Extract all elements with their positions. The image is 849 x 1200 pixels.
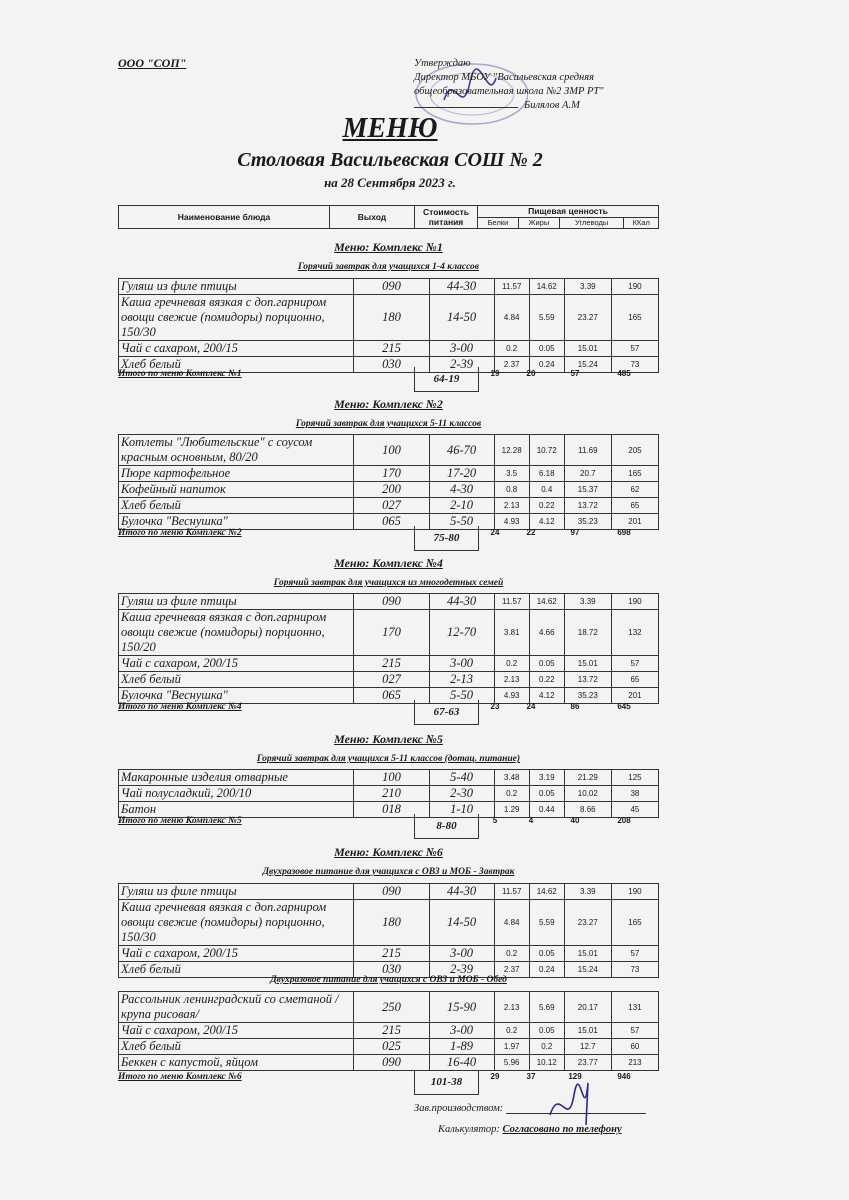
dish-output: 180 (354, 295, 429, 341)
dish-output: 170 (354, 466, 429, 482)
protein-value: 0.2 (494, 786, 529, 802)
fat-value: 5.59 (529, 900, 564, 946)
fat-value: 0.24 (529, 962, 564, 978)
dish-name: Хлеб белый (119, 672, 354, 688)
kcal-value: 57 (611, 946, 658, 962)
fat-value: 0.22 (529, 498, 564, 514)
dish-price: 15-90 (429, 992, 494, 1023)
total-c: 57 (570, 369, 580, 378)
protein-value: 2.13 (494, 498, 529, 514)
dish-output: 100 (354, 770, 429, 786)
protein-value: 3.5 (494, 466, 529, 482)
total-k: 946 (617, 1072, 631, 1081)
dish-output: 090 (354, 884, 429, 900)
dish-name: Гуляш из филе птицы (119, 594, 354, 610)
total-f: 37 (526, 1072, 536, 1081)
total-k: 485 (617, 369, 631, 378)
table-row (119, 435, 659, 466)
protein-value: 1.29 (494, 802, 529, 818)
dish-output: 250 (354, 992, 429, 1023)
dish-name: Каша гречневая вязкая с доп.гарниром овощи свежие (помидоры) порционно, 150/30 (119, 900, 354, 946)
fat-value: 10.72 (529, 435, 564, 466)
complex-title: Меню: Комплекс №2 (334, 397, 443, 411)
dish-output: 215 (354, 656, 429, 672)
dish-output: 210 (354, 786, 429, 802)
dish-output: 027 (354, 672, 429, 688)
approve-line: Утверждаю (414, 58, 471, 69)
col-output: Выход (330, 206, 415, 229)
meal-title: Горячий завтрак для учащихся 5-11 классов (дотац. питание) (256, 754, 521, 764)
protein-value: 2.37 (494, 962, 529, 978)
kcal-value: 165 (611, 900, 658, 946)
total-price: 75-80 (414, 526, 479, 551)
kcal-value: 190 (611, 279, 658, 295)
menu-table (118, 769, 659, 818)
dish-price: 5-50 (429, 688, 494, 704)
total-label: Итого по меню Комплекс №6 (118, 1072, 242, 1082)
fat-value: 5.69 (529, 992, 564, 1023)
protein-value: 12.28 (494, 435, 529, 466)
dish-name: Булочка "Веснушка" (119, 688, 354, 704)
carbs-value: 3.39 (564, 884, 611, 900)
carbs-value: 20.7 (564, 466, 611, 482)
kcal-value: 65 (611, 498, 658, 514)
meal-title: Двухразовое питание для учащихся с ОВЗ и МОБ - Обед (270, 975, 507, 985)
dish-name: Чай с сахаром, 200/15 (119, 1023, 354, 1039)
protein-value: 0.2 (494, 946, 529, 962)
dish-price: 5-40 (429, 770, 494, 786)
protein-value: 11.57 (494, 279, 529, 295)
meal-title: Горячий завтрак для учащихся 1-4 классов (297, 262, 480, 272)
fat-value: 0.05 (529, 946, 564, 962)
total-p: 29 (490, 1072, 500, 1081)
table-row (119, 341, 659, 357)
fat-value: 4.66 (529, 610, 564, 656)
dish-output: 200 (354, 482, 429, 498)
signature-line (414, 107, 518, 108)
table-row (119, 610, 659, 656)
protein-value: 0.2 (494, 341, 529, 357)
complex-title: Меню: Комплекс №4 (334, 556, 443, 570)
carbs-value: 3.39 (564, 594, 611, 610)
menu-date: на 28 Сентября 2023 г. (324, 175, 456, 190)
dish-price: 12-70 (429, 610, 494, 656)
carbs-value: 10.02 (564, 786, 611, 802)
dish-name: Макаронные изделия отварные (119, 770, 354, 786)
page-title: МЕНЮ (342, 113, 438, 144)
protein-value: 4.93 (494, 688, 529, 704)
table-row (119, 1023, 659, 1039)
dish-output: 170 (354, 610, 429, 656)
table-row (119, 992, 659, 1023)
fat-value: 6.18 (529, 466, 564, 482)
table-row (119, 498, 659, 514)
kcal-value: 165 (611, 466, 658, 482)
kcal-value: 45 (611, 802, 658, 818)
dish-name: Хлеб белый (119, 498, 354, 514)
dish-output: 090 (354, 279, 429, 295)
dish-price: 2-39 (429, 357, 494, 373)
kcal-value: 62 (611, 482, 658, 498)
dish-output: 090 (354, 1055, 429, 1071)
dish-price: 44-30 (429, 279, 494, 295)
approve-line: общеобразовательная школа №2 ЗМР РТ" (414, 86, 604, 97)
kcal-value: 125 (611, 770, 658, 786)
col-price: Стоимость питания (415, 206, 478, 229)
total-label: Итого по меню Комплекс №1 (118, 369, 242, 379)
carbs-value: 8.66 (564, 802, 611, 818)
protein-value: 5.96 (494, 1055, 529, 1071)
total-p: 24 (490, 528, 500, 537)
kcal-value: 73 (611, 962, 658, 978)
col-fat: Жиры (518, 217, 559, 229)
dish-price: 4-30 (429, 482, 494, 498)
dish-output: 030 (354, 357, 429, 373)
dish-name: Каша гречневая вязкая с доп.гарниром овощи свежие (помидоры) порционно, 150/20 (119, 610, 354, 656)
dish-name: Гуляш из филе птицы (119, 884, 354, 900)
fat-value: 4.12 (529, 688, 564, 704)
table-row (119, 656, 659, 672)
menu-table (118, 278, 659, 373)
total-p: 5 (492, 816, 498, 825)
total-f: 22 (526, 528, 536, 537)
col-dish: Наименование блюда (119, 206, 330, 229)
carbs-value: 23.27 (564, 900, 611, 946)
kcal-value: 57 (611, 341, 658, 357)
dish-price: 2-39 (429, 962, 494, 978)
dish-output: 025 (354, 1039, 429, 1055)
carbs-value: 15.01 (564, 341, 611, 357)
total-label: Итого по меню Комплекс №2 (118, 528, 242, 538)
kcal-value: 213 (611, 1055, 658, 1071)
dish-output: 215 (354, 1023, 429, 1039)
fat-value: 3.19 (529, 770, 564, 786)
carbs-value: 23.77 (564, 1055, 611, 1071)
dish-output: 215 (354, 341, 429, 357)
fat-value: 0.2 (529, 1039, 564, 1055)
dish-name: Гуляш из филе птицы (119, 279, 354, 295)
dish-output: 018 (354, 802, 429, 818)
dish-name: Хлеб белый (119, 1039, 354, 1055)
total-label: Итого по меню Комплекс №4 (118, 702, 242, 712)
dish-name: Хлеб белый (119, 357, 354, 373)
dish-price: 1-10 (429, 802, 494, 818)
column-header (118, 205, 659, 229)
protein-value: 0.2 (494, 1023, 529, 1039)
fat-value: 0.24 (529, 357, 564, 373)
organization-name: ООО "СОП" (118, 56, 187, 70)
table-row (119, 770, 659, 786)
table-row (119, 482, 659, 498)
protein-value: 11.57 (494, 884, 529, 900)
dish-output: 090 (354, 594, 429, 610)
dish-price: 3-00 (429, 1023, 494, 1039)
kcal-value: 57 (611, 656, 658, 672)
approve-line: Директор МБОУ "Васильевская средняя (414, 72, 595, 83)
protein-value: 0.8 (494, 482, 529, 498)
kcal-value: 190 (611, 594, 658, 610)
total-p: 23 (490, 702, 500, 711)
table-row (119, 900, 659, 946)
protein-value: 0.2 (494, 656, 529, 672)
total-label: Итого по меню Комплекс №5 (118, 816, 242, 826)
total-price: 67-63 (414, 700, 479, 725)
kcal-value: 205 (611, 435, 658, 466)
table-row (119, 672, 659, 688)
calculator: Калькулятор: Согласовано по телефону (438, 1124, 622, 1135)
fat-value: 0.44 (529, 802, 564, 818)
carbs-value: 3.39 (564, 279, 611, 295)
dish-name: Чай полусладкий, 200/10 (119, 786, 354, 802)
kcal-value: 38 (611, 786, 658, 802)
protein-value: 4.84 (494, 295, 529, 341)
carbs-value: 15.01 (564, 1023, 611, 1039)
dish-name: Кофейный напиток (119, 482, 354, 498)
carbs-value: 15.01 (564, 656, 611, 672)
fat-value: 14.62 (529, 279, 564, 295)
kcal-value: 57 (611, 1023, 658, 1039)
dish-name: Каша гречневая вязкая с доп.гарниром овощи свежие (помидоры) порционно, 150/30 (119, 295, 354, 341)
menu-table (118, 593, 659, 704)
kcal-value: 201 (611, 514, 658, 530)
dish-output: 027 (354, 498, 429, 514)
dish-price: 3-00 (429, 656, 494, 672)
total-c: 86 (570, 702, 580, 711)
table-row (119, 884, 659, 900)
carbs-value: 13.72 (564, 672, 611, 688)
dish-output: 030 (354, 962, 429, 978)
menu-table (118, 991, 659, 1071)
protein-value: 2.13 (494, 672, 529, 688)
dish-output: 215 (354, 946, 429, 962)
table-row (119, 1055, 659, 1071)
carbs-value: 15.01 (564, 946, 611, 962)
fat-value: 5.59 (529, 295, 564, 341)
fat-value: 0.05 (529, 1023, 564, 1039)
carbs-value: 12.7 (564, 1039, 611, 1055)
complex-title: Меню: Комплекс №1 (334, 240, 443, 254)
dish-output: 065 (354, 688, 429, 704)
total-c: 40 (570, 816, 580, 825)
carbs-value: 35.23 (564, 514, 611, 530)
fat-value: 14.62 (529, 884, 564, 900)
dish-price: 3-00 (429, 946, 494, 962)
protein-value: 2.13 (494, 992, 529, 1023)
menu-table (118, 434, 659, 530)
fat-value: 0.05 (529, 656, 564, 672)
kcal-value: 65 (611, 672, 658, 688)
total-price: 101-38 (414, 1070, 479, 1095)
meal-title: Горячий завтрак для учащихся из многодетных семей (273, 578, 504, 588)
dish-price: 14-50 (429, 295, 494, 341)
kcal-value: 73 (611, 357, 658, 373)
protein-value: 3.81 (494, 610, 529, 656)
carbs-value: 18.72 (564, 610, 611, 656)
protein-value: 2.37 (494, 357, 529, 373)
fat-value: 0.4 (529, 482, 564, 498)
dish-price: 3-00 (429, 341, 494, 357)
dish-output: 100 (354, 435, 429, 466)
production-manager: Зав.производством: (414, 1103, 646, 1114)
total-f: 20 (526, 369, 536, 378)
dish-price: 2-10 (429, 498, 494, 514)
protein-value: 1.97 (494, 1039, 529, 1055)
dish-price: 2-13 (429, 672, 494, 688)
agreed-note: Согласовано по телефону (502, 1124, 622, 1135)
kcal-value: 131 (611, 992, 658, 1023)
carbs-value: 15.37 (564, 482, 611, 498)
dish-name: Пюре картофельное (119, 466, 354, 482)
total-k: 698 (617, 528, 631, 537)
table-row (119, 279, 659, 295)
dish-name: Чай с сахаром, 200/15 (119, 946, 354, 962)
dish-price: 14-50 (429, 900, 494, 946)
kcal-value: 60 (611, 1039, 658, 1055)
approval-block (414, 57, 604, 113)
dish-name: Булочка "Веснушка" (119, 514, 354, 530)
fat-value: 0.05 (529, 786, 564, 802)
protein-value: 3.48 (494, 770, 529, 786)
dish-price: 44-30 (429, 884, 494, 900)
carbs-value: 15.24 (564, 357, 611, 373)
col-protein: Белки (478, 217, 519, 229)
kcal-value: 190 (611, 884, 658, 900)
total-k: 208 (617, 816, 631, 825)
dish-price: 44-30 (429, 594, 494, 610)
total-c: 129 (568, 1072, 582, 1081)
table-row (119, 786, 659, 802)
carbs-value: 23.27 (564, 295, 611, 341)
col-kcal: ККал (624, 217, 659, 229)
dish-price: 5-50 (429, 514, 494, 530)
kcal-value: 165 (611, 295, 658, 341)
table-row (119, 295, 659, 341)
total-f: 4 (528, 816, 534, 825)
carbs-value: 15.24 (564, 962, 611, 978)
fat-value: 0.05 (529, 341, 564, 357)
dish-name: Хлеб белый (119, 962, 354, 978)
dish-name: Батон (119, 802, 354, 818)
total-k: 645 (617, 702, 631, 711)
protein-value: 4.93 (494, 514, 529, 530)
fat-value: 4.12 (529, 514, 564, 530)
total-c: 97 (570, 528, 580, 537)
meal-title: Горячий завтрак для учащихся 5-11 классов (295, 419, 482, 429)
meal-title: Двухразовое питание для учащихся с ОВЗ и МОБ - Завтрак (262, 867, 515, 877)
dish-price: 46-70 (429, 435, 494, 466)
menu-table (118, 883, 659, 978)
table-row (119, 1039, 659, 1055)
dish-price: 1-89 (429, 1039, 494, 1055)
carbs-value: 35.23 (564, 688, 611, 704)
dish-name: Котлеты "Любительские" с соусом красным основным, 80/20 (119, 435, 354, 466)
dish-price: 17-20 (429, 466, 494, 482)
page-subtitle: Столовая Васильевская СОШ № 2 (237, 149, 543, 171)
kcal-value: 201 (611, 688, 658, 704)
protein-value: 4.84 (494, 900, 529, 946)
total-f: 24 (526, 702, 536, 711)
dish-name: Чай с сахаром, 200/15 (119, 656, 354, 672)
carbs-value: 11.69 (564, 435, 611, 466)
dish-price: 16-40 (429, 1055, 494, 1071)
kcal-value: 132 (611, 610, 658, 656)
dish-output: 180 (354, 900, 429, 946)
fat-value: 0.22 (529, 672, 564, 688)
dish-output: 065 (354, 514, 429, 530)
carbs-value: 20.17 (564, 992, 611, 1023)
total-p: 19 (490, 369, 500, 378)
fat-value: 10.12 (529, 1055, 564, 1071)
director-name: Билялов А.М (524, 100, 580, 111)
protein-value: 11.57 (494, 594, 529, 610)
total-price: 8-80 (414, 814, 479, 839)
dish-name: Рассольник ленинградский со сметаной /крупа рисовая/ (119, 992, 354, 1023)
complex-title: Меню: Комплекс №6 (334, 845, 443, 859)
dish-price: 2-30 (429, 786, 494, 802)
col-nutrition: Пищевая ценность (478, 206, 659, 218)
complex-title: Меню: Комплекс №5 (334, 732, 443, 746)
table-row (119, 946, 659, 962)
carbs-value: 21.29 (564, 770, 611, 786)
table-row (119, 594, 659, 610)
fat-value: 14.62 (529, 594, 564, 610)
dish-name: Чай с сахаром, 200/15 (119, 341, 354, 357)
total-price: 64-19 (414, 367, 479, 392)
carbs-value: 13.72 (564, 498, 611, 514)
col-carbs: Углеводы (559, 217, 624, 229)
dish-name: Беккен с капустой, яйцом (119, 1055, 354, 1071)
table-row (119, 466, 659, 482)
